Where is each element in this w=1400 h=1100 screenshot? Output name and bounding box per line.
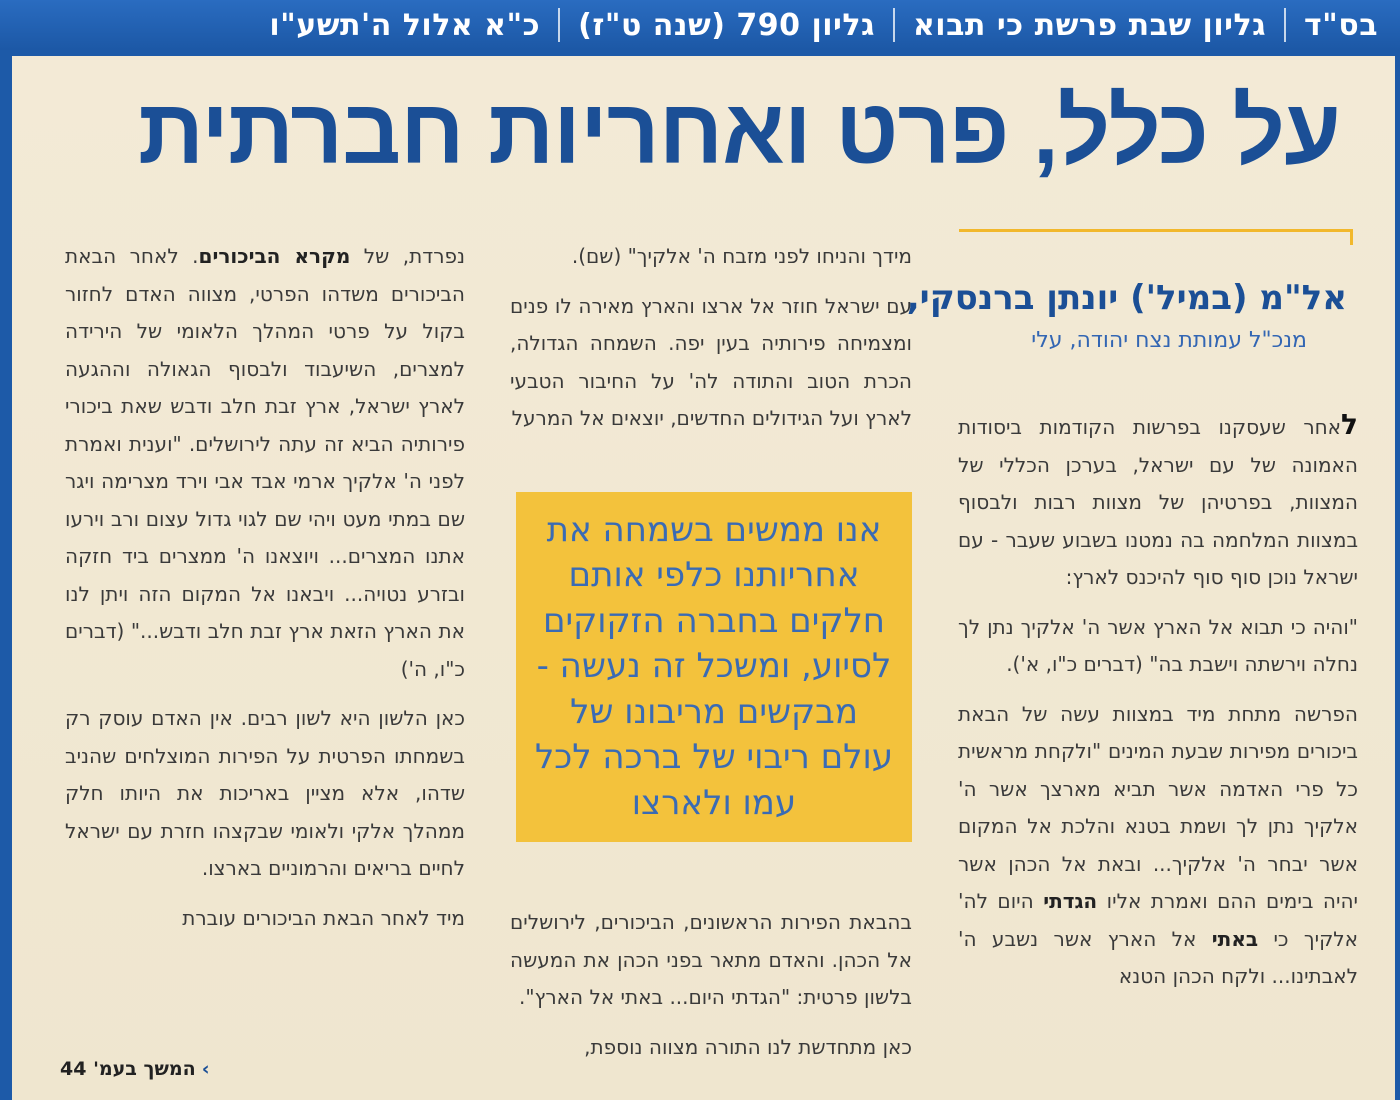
author-name: אל"מ (במיל') יונתן ברנסקי, — [906, 278, 1347, 318]
emphasis-word: באתי — [1211, 926, 1259, 951]
paragraph: בהבאת הפירות הראשונים, הביכורים, לירושלים אל הכהן. והאדם מתאר בפני הכהן את המעשה בלשון פרטית: "הגדתי היום... באתי אל הארץ". — [510, 910, 912, 1009]
masthead-divider — [558, 8, 560, 42]
masthead-bsd: בס"ד — [1304, 7, 1378, 43]
article-column-right — [958, 406, 1358, 1008]
article-column-middle-top — [510, 238, 912, 450]
paragraph: כאן מתחדשת לנו התורה מצווה נוספת, — [584, 1034, 912, 1059]
paragraph: "והיה כי תבוא אל הארץ אשר ה' אלקיך נתן לך נחלה וירשתה וישבת בה" (דברים כ"ו, א'). — [958, 614, 1358, 676]
chevron-left-icon: › — [201, 1058, 210, 1080]
masthead-bar — [0, 0, 1400, 50]
paragraph: כאן הלשון היא לשון רבים. אין האדם עוסק רק בשמחתו הפרטית על הפירות המוצלחים שהניב שדהו, אלא מציין באריכות את היותו חלק ממהלך אלקי ולאומי שבקצהו חזרת עם ישראל לחיים בריאים והרמוניים בארצו. — [65, 706, 465, 880]
masthead-divider — [1284, 8, 1286, 42]
article-column-middle-bottom — [510, 904, 912, 1078]
paragraph: נפרדת, של מקרא הביכורים. לאחר הבאת הביכורים משדהו הפרטי, מצווה האדם לחזור בקול על פרטי המהלך הלאומי של הירידה למצרים, השיעבוד ולבסוף הגאולה וההגעה לארץ ישראל, ארץ זבת חלב ודבש שאת ביכורי פירותיה הביא זה עתה לירושלים. "וענית ואמרת לפני ה' אלקיך ארמי אבד אבי וירד מצרימה ויגר שם במתי מעט ויהי שם לגוי גדול עצום ורב וירעו אתנו המצרים... ויוצאנו ה' ממצרים ביד חזקה ובזרע נטויה... ויבאנו אל המקום הזה ויתן לנו את הארץ הזאת ארץ זבת חלב ודבש..." (דברים כ"ו, ה') — [65, 244, 466, 681]
masthead-issue: גליון 790 (שנה ט"ז) — [578, 7, 875, 43]
article-page — [12, 56, 1395, 1100]
masthead-divider — [893, 8, 895, 42]
paragraph: הפרשה מתחת מיד במצוות עשה של הבאת ביכורים מפירות שבעת המינים "ולקחת מראשית כל פרי האדמה אשר תביא מארצך אשר ה' אלקיך נתן לך ושמת בטנא והלכת אל המקום אשר יבחר ה' אלקיך... ובאת אל הכהן אשר יהיה בימים ההם ואמרת אליו הגדתי היום לה' אלקיך כי באתי אל הארץ אשר נשבע ה' לאבתינו... ולקח הכהן הטנא — [958, 701, 1359, 988]
pull-quote-box — [516, 492, 912, 842]
pull-quote-text: אנו ממשים בשמחה את אחריותנו כלפי אותם חלקים בחברה הזקוקים לסיוע, ומשכל זה נעשה - מבקשים מריבונו של עולם ריבוי של ברכה לכל עמו ולארצו — [534, 509, 894, 823]
paragraph: מידך והניחו לפני מזבח ה' אלקיך" (שם). — [571, 244, 912, 268]
byline-accent-rule — [959, 229, 1353, 245]
drop-cap: ל — [1341, 408, 1358, 441]
continued-link[interactable]: ›המשך בעמ' 44 — [60, 1058, 210, 1080]
article-column-left — [65, 238, 465, 949]
paragraph: מיד לאחר הבאת הביכורים עוברת — [182, 905, 465, 930]
masthead-parasha: גליון שבת פרשת כי תבוא — [912, 7, 1267, 43]
emphasis-phrase: מקרא הביכורים — [198, 244, 351, 268]
paragraph: עם ישראל חוזר אל ארצו והארץ מאירה לו פנים ומצמיחה פירותיה בעין יפה. השמחה הגדולה, הכרת הטוב והתודה לה' על החיבור הטבעי לארץ ועל הגידולים החדשים, יוצאים אל המרעל — [510, 293, 912, 430]
author-role: מנכ"ל עמותת נצח יהודה, עלי — [1031, 328, 1307, 353]
emphasis-word: הגדתי — [1043, 889, 1098, 913]
paragraph: לאחר שעסקנו בפרשות הקודמות ביסודות האמונה של עם ישראל, בערכן הכללי של המצוות, בפרטיהן של מצוות רבות ולבסוף במצוות המלחמה בה נמטנו בשבוע שעבר - עם ישראל נוכן סוף סוף להיכנס לארץ: — [958, 408, 1358, 589]
article-title: על כלל, פרט ואחריות חברתית — [138, 81, 1340, 183]
masthead-date: כ"א אלול ה'תשע"ו — [269, 7, 541, 43]
